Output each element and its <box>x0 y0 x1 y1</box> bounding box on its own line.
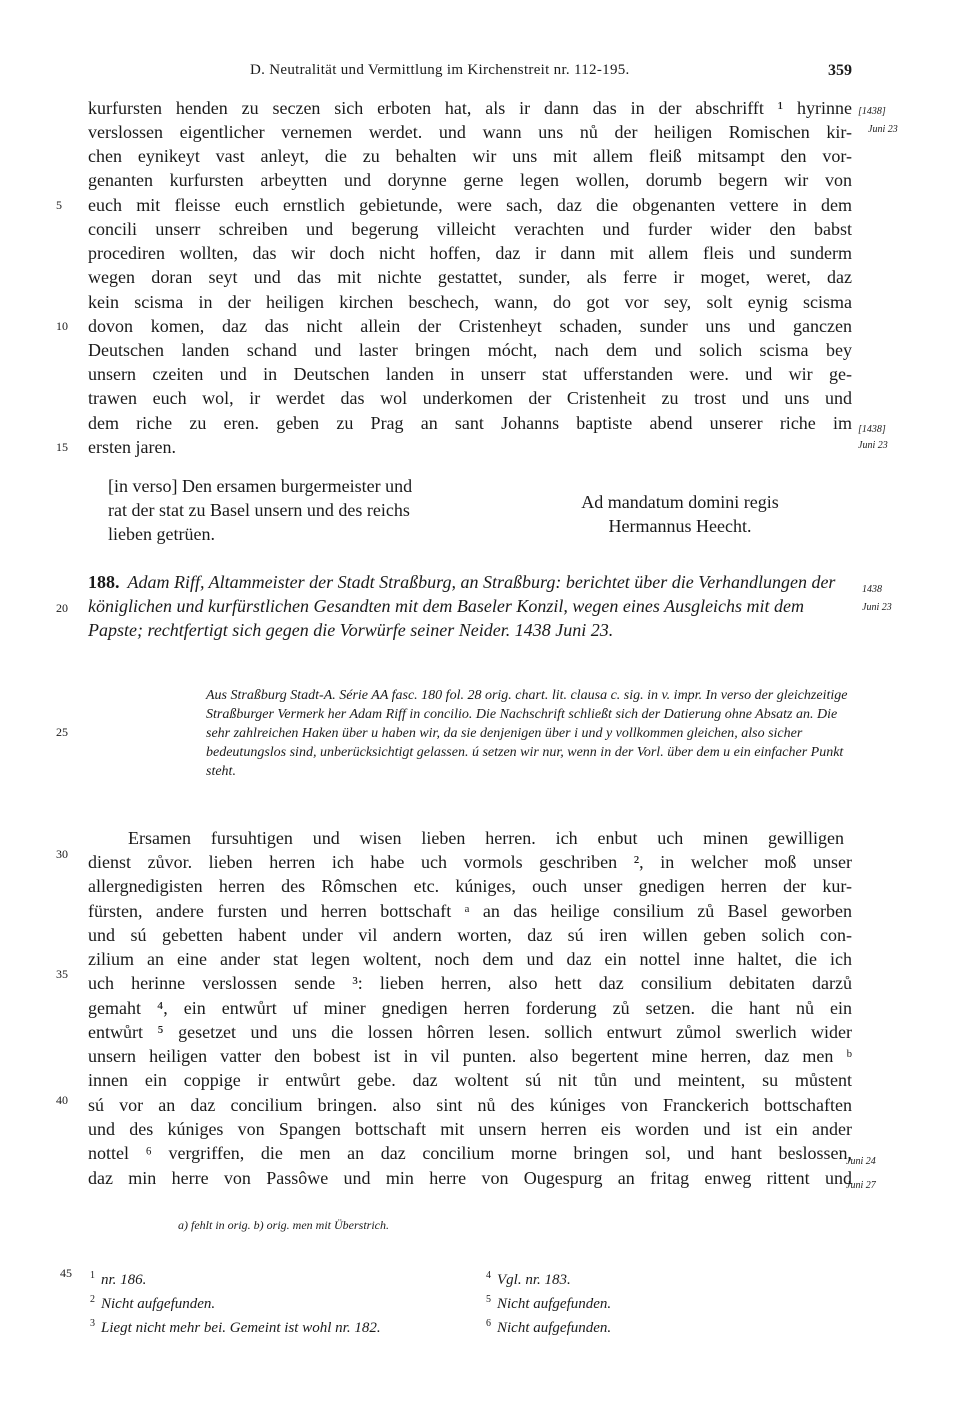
address-line: lieben getrüen. <box>108 524 215 544</box>
margin-date-bracket: [1438] <box>858 106 886 117</box>
letter-line: und des kúniges von Spangen bottschaft mit unsern herren eis worden und ist ein ander <box>88 1119 852 1139</box>
letter-line: gemaht ⁴, ein entwůrt uf miner gnedigen herren forderung zů setzen. die hant nů ein <box>88 998 852 1018</box>
footnote: $^1$ nr. 186. <box>90 1270 147 1288</box>
footnotes-left <box>90 1266 381 1338</box>
footnote: $^3$ Liegt nicht mehr bei. Gemeint ist wohl nr. 182. <box>90 1318 381 1336</box>
document-number: 188. <box>88 572 120 592</box>
letter-line: zilium an eine ander stat legen woltent, noch dem und daz ein nottel inne haltet, die ich <box>88 949 852 969</box>
text-line: kurfursten henden zu seczen sich erboten hat, als ir dann das in der abschrifft ¹ hyrinne <box>88 98 852 118</box>
line-number: 20 <box>56 601 68 615</box>
text-line: dovon komen, daz das nicht allein der Cristenheyt schaden, sunder uns und ganczen <box>88 316 852 336</box>
line-number: 40 <box>56 1093 68 1107</box>
header-title: D. Neutralität und Vermittlung im Kirchenstreit nr. 112-195. <box>250 62 630 78</box>
footnote: $^4$ Vgl. nr. 183. <box>486 1270 571 1288</box>
margin-date: Juni 23 <box>858 440 888 451</box>
line-number: 35 <box>56 967 68 981</box>
address-block <box>108 474 488 546</box>
margin-date: 1438 <box>862 584 882 595</box>
text-line: verslossen eigentlicher vernemen werdet. und wann uns nů der heiligen Romischen kir- <box>88 122 852 142</box>
text-line: procediren wollten, das wir doch nicht hoffen, daz ir dann mit allem fleis und sunderm <box>88 243 852 263</box>
line-number: 15 <box>56 440 68 454</box>
running-header <box>250 62 852 86</box>
page-number: 359 <box>828 62 852 79</box>
line-number: 25 <box>56 725 68 739</box>
text-line: genanten kurfursten arbeytten und dorynne gerne legen wollen, dorumb begern wir von <box>88 170 852 190</box>
text-critical-notes: a) fehlt in orig. b) orig. men mit Überstrich. <box>178 1218 389 1232</box>
letter-line: Ersamen fursuhtigen und wisen lieben herren. ich enbut uch minen gewilligen <box>128 828 844 848</box>
letter-line: dienst zůvor. lieben herren ich habe uch vormols geschriben ², in welcher moß unser <box>88 852 852 872</box>
text-line: Deutschen landen schand und laster bringen mócht, nach dem und solich scisma bey <box>88 340 852 360</box>
signature-line: Ad mandatum domini regis <box>581 492 779 512</box>
footnote: $^5$ Nicht aufgefunden. <box>486 1294 612 1312</box>
footnote: $^6$ Nicht aufgefunden. <box>486 1318 612 1336</box>
text-line: concili unserr schreiben und begerung villeicht verachten und furder wider den babst <box>88 219 852 239</box>
letter-line: sú vor an daz concilium bringen. also sint nů des kúniges von Franckerich bottschaften <box>88 1095 852 1115</box>
text-line: unsern czeiten und in Deutschen landen in unserr stat ufferstanden were. und wir ge- <box>88 364 852 384</box>
text-line: dem riche zu eren. geben zu Prag an sant Johanns baptiste abend unserer riche im <box>88 413 852 433</box>
signature-line: Hermannus Heecht. <box>608 516 752 536</box>
address-line: rat der stat zu Basel unsern und des reichs <box>108 500 410 520</box>
letter-line: allergnedigisten herren des Rômschen etc. kúniges, ouch unser gnedigen herren der kur- <box>88 876 852 896</box>
signature-block <box>560 490 800 538</box>
letter-line: innen ein coppige ir entwůrt gebe. daz woltent sú nit tůn und meintent, su můstent <box>88 1070 852 1090</box>
text-line: kein scisma in der heiligen kirchen beschech, wann, do got vor sey, solt eynig scisma <box>88 292 852 312</box>
document-heading <box>88 570 852 642</box>
line-number: 5 <box>56 198 62 212</box>
margin-date: Juni 23 <box>868 124 898 135</box>
letter-line: entwůrt ⁵ gesetzet und uns die lossen hôrren lesen. sollich entwurt zůmol swerlich wider <box>88 1022 852 1042</box>
text-line: chen eynikeyt vast anleyt, die zu behalten wir uns mit allem fleiß mitsampt den vor- <box>88 146 852 166</box>
margin-date: Juni 27 <box>846 1180 876 1191</box>
letter-line: unsern heiligen vatter den bobest ist in vil punten. also begertent mine herren, daz men ᵇ <box>88 1046 852 1066</box>
line-number: 30 <box>56 847 68 861</box>
address-line: [in verso] Den ersamen burgermeister und <box>108 476 413 496</box>
letter-line: daz min herre von Passôwe und min herre von Ougespurg an fritag enweg rittent und <box>88 1168 852 1188</box>
line-number: 10 <box>56 319 68 333</box>
text-line: ersten jaren. <box>88 437 176 457</box>
margin-date: Juni 23 <box>862 602 892 613</box>
letter-line: nottel ⁶ vergriffen, die men an daz concilium morne bringen sol, und hant beslossen, <box>88 1143 852 1163</box>
letter-line: uch herinne verslossen sende ³: lieben herren, also hett daz consilium debitaten darzů <box>88 973 852 993</box>
text-line: wegen doran seyt und das mit nichte gestattet, sunder, als ferre ir moget, weret, daz <box>88 267 852 287</box>
text-line: euch mit fleisse euch ernstlich gebietunde, were sach, daz die obgenanten vettere in dem <box>88 195 852 215</box>
letter-line: und sú gebetten habent under vil andern worten, daz sú iren willen geben solich con- <box>88 925 852 945</box>
letter-line: fürsten, andere fursten und herren bottschaft ᵃ an das heilige consilium zů Basel geworben <box>88 901 852 921</box>
source-note: Aus Straßburg Stadt-A. Série AA fasc. 180 fol. 28 orig. chart. lit. clausa c. sig. in v. impr. In verso der gleichzeitige Straßburger Vermerk her Adam Riff in concilio. Die Nachschrift schließt sich der Datierung ohne Absatz an. Die sehr zahlreichen Haken über u haben wir, da sie denjenigen über i und y vollkommen gleichen, also sicher bedeutungslos sind, unberücksichtigt gelassen. ú setzen wir nur, wenn in der Vorl. über dem u ein einfacher Punkt steht. <box>206 688 848 779</box>
text-line: trawen euch wol, ir werdet das wol underkomen der Cristenheit zu trost und uns und <box>88 388 852 408</box>
footnotes-right <box>486 1266 611 1338</box>
line-number: 45 <box>60 1266 72 1280</box>
document-summary: Adam Riff, Altammeister der Stadt Straßburg, an Straßburg: berichtet über die Verhandlungen der königlichen und kurfürstlichen Gesandten mit dem Baseler Konzil, wegen eines Ausgleichs mit dem Papste; rechtfertigt sich gegen die Vorwürfe seiner Neider. 1438 Juni 23. <box>88 572 836 640</box>
margin-date: Juni 24 <box>846 1156 876 1167</box>
margin-date-bracket: [1438] <box>858 424 886 435</box>
footnote: $^2$ Nicht aufgefunden. <box>90 1294 216 1312</box>
